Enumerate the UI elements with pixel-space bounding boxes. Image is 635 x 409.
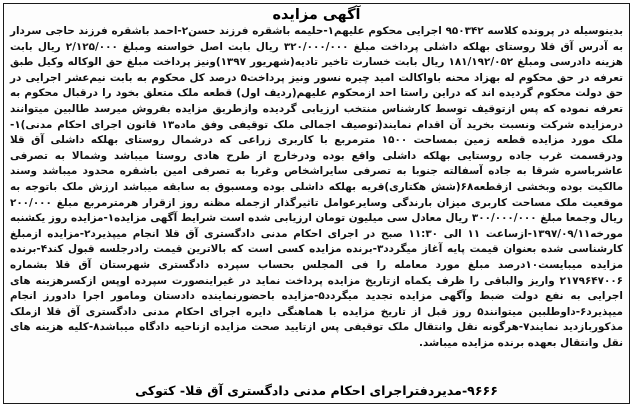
notice-paragraph: بدینوسیله در پرونده کلاسه ۹۵۰۳۴۲ اجرایی محکوم علیهم۱-حلیمه باشقره فرزند حسن۲-احمد باشقره فرزند حاجی سردار به آدرس آق قلا روستای بهلکه داشلی پرداخت مبلغ ۳۲۰/۰۰۰/۰۰۰ ریال بابت اصل خواسته ومبلغ ۲/۱۲۵/۰۰۰ ریال بابت هزینه دادرسی ومبلغ ۱۸۱/۱۹۲/۰۵۲ ریال بابت خسارت تاخیر تادیه(شهریور ۱۳۹۷)ونیز پرداخت مبلغ حق الوکاله وکیل طبق تعرفه در حق محکوم له بهزاد محنه باواکالت امید چیره نسور ونیز پرداخت۵ درصد کل محکوم به بابت نیم‌عشر اجرایی در حق دولت محکوم گردیده اند که دراین راستا احد ازمحکوم علیهم(ردیف اول) قطعه ملک متعلق بخود را درقبال محکوم به تعرفه نموده که پس ازتوقیف توسط کارشناس منتخب ارزیابی گردیده وازطریق مزایده بفروش میرسد طالبین میتوانند درمزایده شرکت ونسبت بخرید آن اقدام نمایند(توصیف اجمالی ملک توقیفی وفق ماده۱۳ قانون اجرای احکام مدنی)۱-ملک مورد مزایده قطعه زمین بمساحت ۱۵۰۰ مترمربع با کاربری زراعی که درشمال روستای بهلکه داشلی آق قلا ودرقسمت غرب جاده روستایی بهلکه داشلی واقع بوده ودرخارج از طرح هادی روستا میباشد وشمالا به تصرفی عاشرباسره شرقا به جاده آسفالته جنوبا به تصرفی سایراشخاص وغربا به تصرفی امین باشقره محدود میباشد وسند مالکیت بوده وبخشی ازقطعه۶۸(شش هکتاری)قریه بهلکه داشلی بوده ومسبوق به سابقه میباشد ارزش ملک باتوجه به موقعیت ملک مساحت کاربری میزان بارندگی وسایرعوامل تاثیرگذار ازجمله مظنه روز ازقرار هرمترمربع مبلغ ۲۰۰/۰۰۰ ریال وجمعا مبلغ ۳۰۰/۰۰۰/۰۰۰ ریال معادل سی میلیون تومان ارزیابی شده است شرایط آگهی مزایده۱-مزایده روز یکشنبه مورخه۱۳۹۷/۰۹/۱۱-ازساعت ۱۱ الی ۱۱:۳۰ صبح در اجرای احکام مدنی دادگستری آق قلا انجام میپذیرد۲-مزایده ازمبلغ کارشناسی شده بعنوان قیمت پایه آغاز میگردد۳-برنده مزایده کسی است که بالاترین قیمت رادرجلسه قبول کند۴-برنده مزایده میبایست۱۰درصد مبلغ مورد معامله را فی المجلس بحساب سپرده دادگستری شهرستان آق قلا بشماره ۲۱۷۹۶۴۷۰۰۶ واریز والباقی را ظرف یکماه ازتاریخ مزایده پرداخت نماید در غیراینصورت سپرده اوپس ازکسرهزینه های اجرایی به نفع دولت ضبط وآگهی مزایده تجدید میگردد۵-مزایده باحضورنماینده دادستان ومامور اجرا دادورز انجام میپذیرد۶-داوطلبین میتوانند۵ روز قبل از تاریخ مزایده با هماهنگی دایره اجرای احکام مدنی دادگستری آق قلا ازملک مذکوربازدید نمایند۷-هرگونه نقل وانتقال ملک توقیفی پس ازتایید صحت مزایده ازناحیه دادگاه میباشد۸-کلیه هزینه های نقل وانتقال بعهده برنده مزایده میباشد.	[10, 25, 624, 349]
notice-signature: ۹۶۶۶-مدیردفتراجرای احکام مدنی دادگستری آق قلا- کتوکی	[135, 383, 498, 398]
notice-title: آگهی مزایده	[272, 7, 361, 23]
auction-notice	[3, 3, 630, 404]
notice-body	[10, 24, 623, 351]
notice-header	[4, 4, 629, 24]
